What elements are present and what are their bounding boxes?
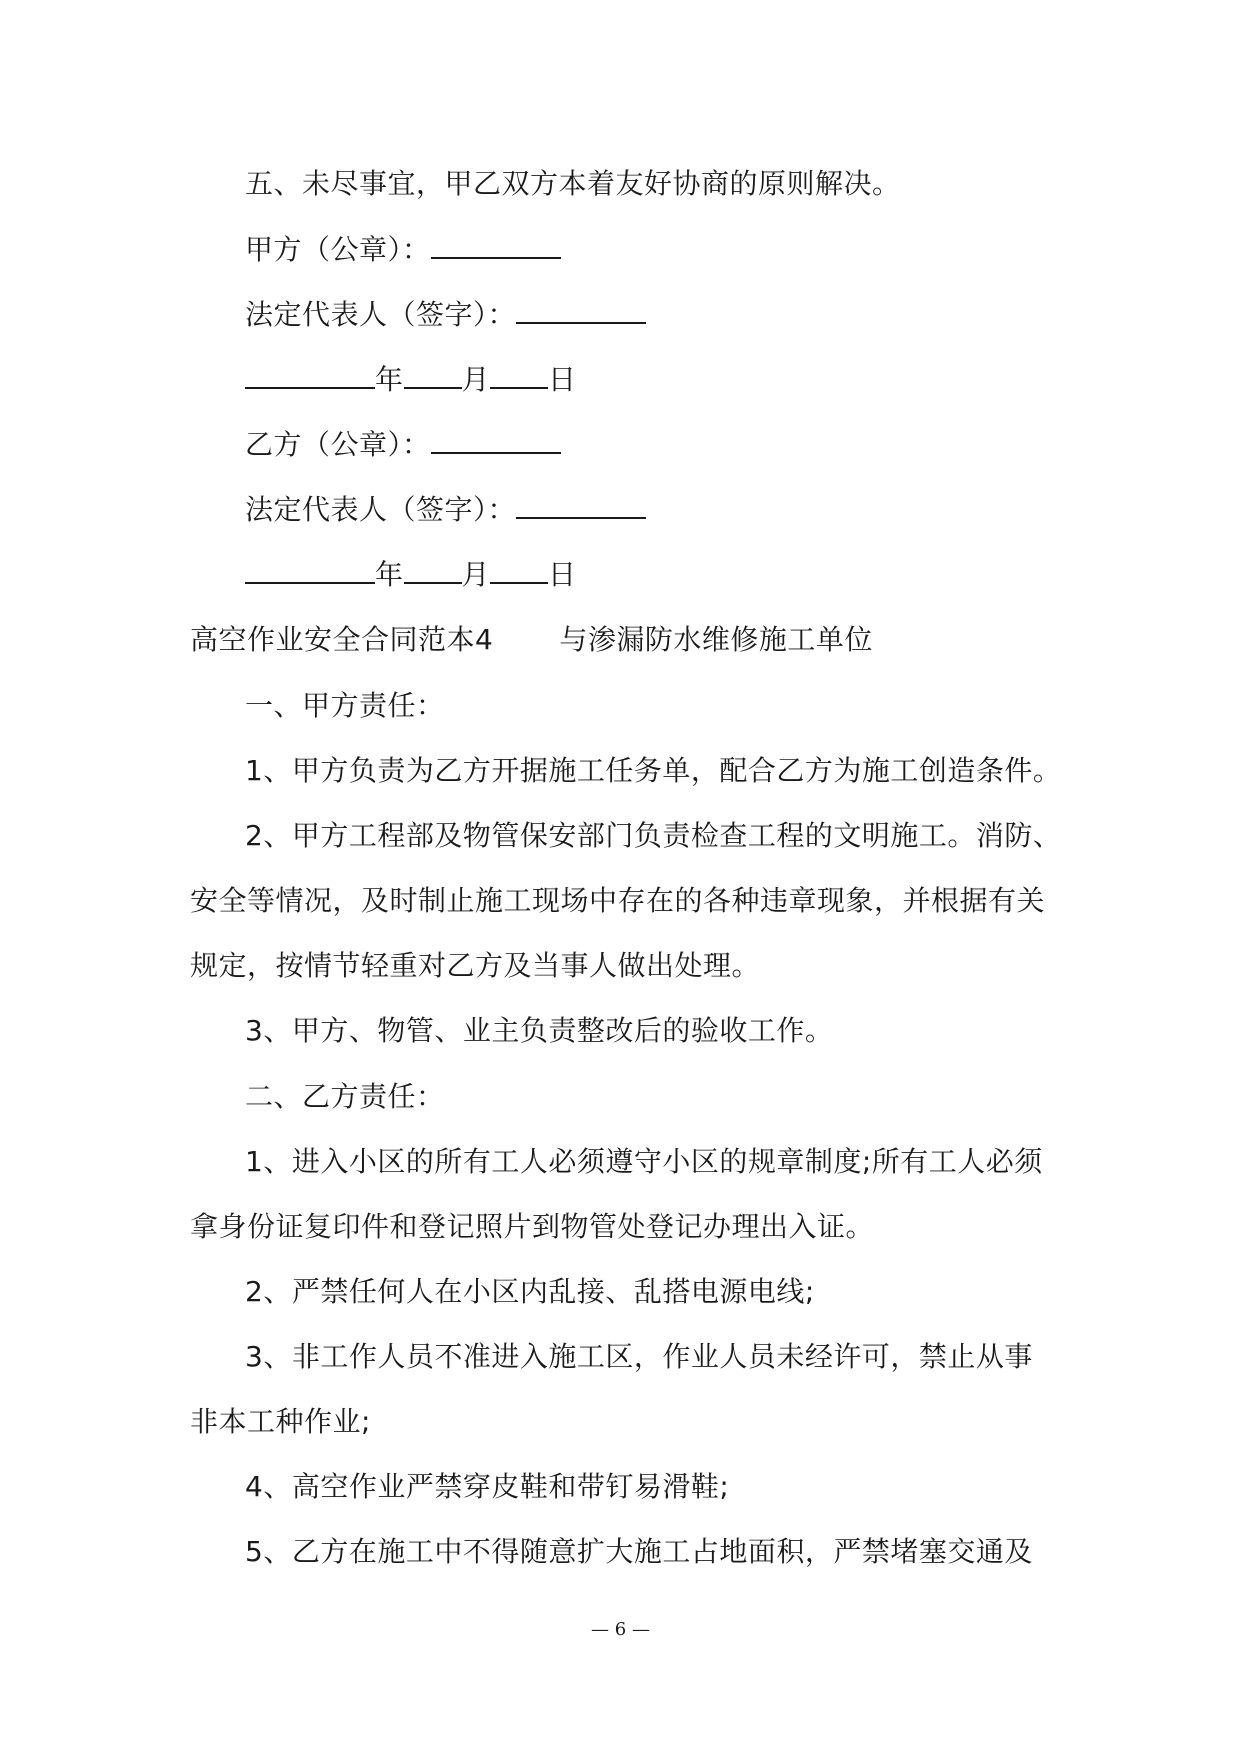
- legal-rep-b-blank: [516, 491, 646, 519]
- section-subtitle: 与渗漏防水维修施工单位: [559, 623, 873, 656]
- clause-b5-line1: 5、乙方在施工中不得随意扩大施工占地面积，严禁堵塞交通及: [245, 1535, 1033, 1568]
- date-b-day-blank: [490, 556, 548, 584]
- party-a-seal-line: [245, 230, 561, 270]
- legal-rep-a-label: 法定代表人（签字）：: [245, 298, 517, 331]
- date-b-month-blank: [404, 556, 462, 584]
- heading-party-b: 二、乙方责任：: [245, 1080, 445, 1113]
- clause-a2-line3: 规定，按情节轻重对乙方及当事人做出处理。: [190, 949, 761, 982]
- party-a-seal-blank: [431, 231, 561, 259]
- clause-a2-line1: 2、甲方工程部及物管保安部门负责检查工程的文明施工。消防、: [245, 819, 1062, 852]
- date-a-day-label: 日: [548, 363, 577, 396]
- date-a-year-blank: [245, 361, 375, 389]
- date-line-b: [245, 555, 577, 595]
- clause-b2: 2、严禁任何人在小区内乱接、乱搭电源电线;: [245, 1275, 815, 1308]
- date-a-day-blank: [490, 361, 548, 389]
- clause-b3-line2: 非本工种作业;: [190, 1405, 371, 1438]
- date-b-year-blank: [245, 556, 375, 584]
- clause-b3-line1: 3、非工作人员不准进入施工区，作业人员未经许可，禁止从事: [245, 1340, 1033, 1373]
- legal-rep-b-line: [245, 490, 646, 530]
- section-title-line: [190, 620, 873, 660]
- date-b-year-label: 年: [375, 558, 404, 591]
- heading-party-a: 一、甲方责任：: [245, 689, 445, 722]
- clause-b1-line1: 1、进入小区的所有工人必须遵守小区的规章制度;所有工人必须: [245, 1145, 1043, 1178]
- legal-rep-a-line: [245, 295, 646, 335]
- date-b-day-label: 日: [548, 558, 577, 591]
- page-number: — 6 —: [591, 1619, 650, 1640]
- party-b-seal-line: [245, 425, 561, 465]
- date-line-a: [245, 360, 577, 400]
- date-a-month-blank: [404, 361, 462, 389]
- clause-5: 五、未尽事宜，甲乙双方本着友好协商的原则解决。: [245, 167, 901, 200]
- party-a-seal-label: 甲方（公章）：: [245, 233, 431, 266]
- section-title: 高空作业安全合同范本4: [190, 623, 494, 656]
- legal-rep-a-blank: [516, 296, 646, 324]
- clause-a2-line2: 安全等情况，及时制止施工现场中存在的各种违章现象，并根据有关: [190, 884, 1046, 917]
- clause-b1-line2: 拿身份证复印件和登记照片到物管处登记办理出入证。: [190, 1210, 875, 1243]
- party-b-seal-label: 乙方（公章）：: [245, 428, 431, 461]
- clause-b4: 4、高空作业严禁穿皮鞋和带钉易滑鞋;: [245, 1470, 730, 1503]
- legal-rep-b-label: 法定代表人（签字）：: [245, 493, 517, 526]
- clause-a3: 3、甲方、物管、业主负责整改后的验收工作。: [245, 1014, 834, 1047]
- date-a-year-label: 年: [375, 363, 404, 396]
- date-a-month-label: 月: [461, 363, 491, 396]
- clause-a1: 1、甲方负责为乙方开据施工任务单，配合乙方为施工创造条件。: [245, 754, 1062, 787]
- party-b-seal-blank: [431, 426, 561, 454]
- date-b-month-label: 月: [461, 558, 491, 591]
